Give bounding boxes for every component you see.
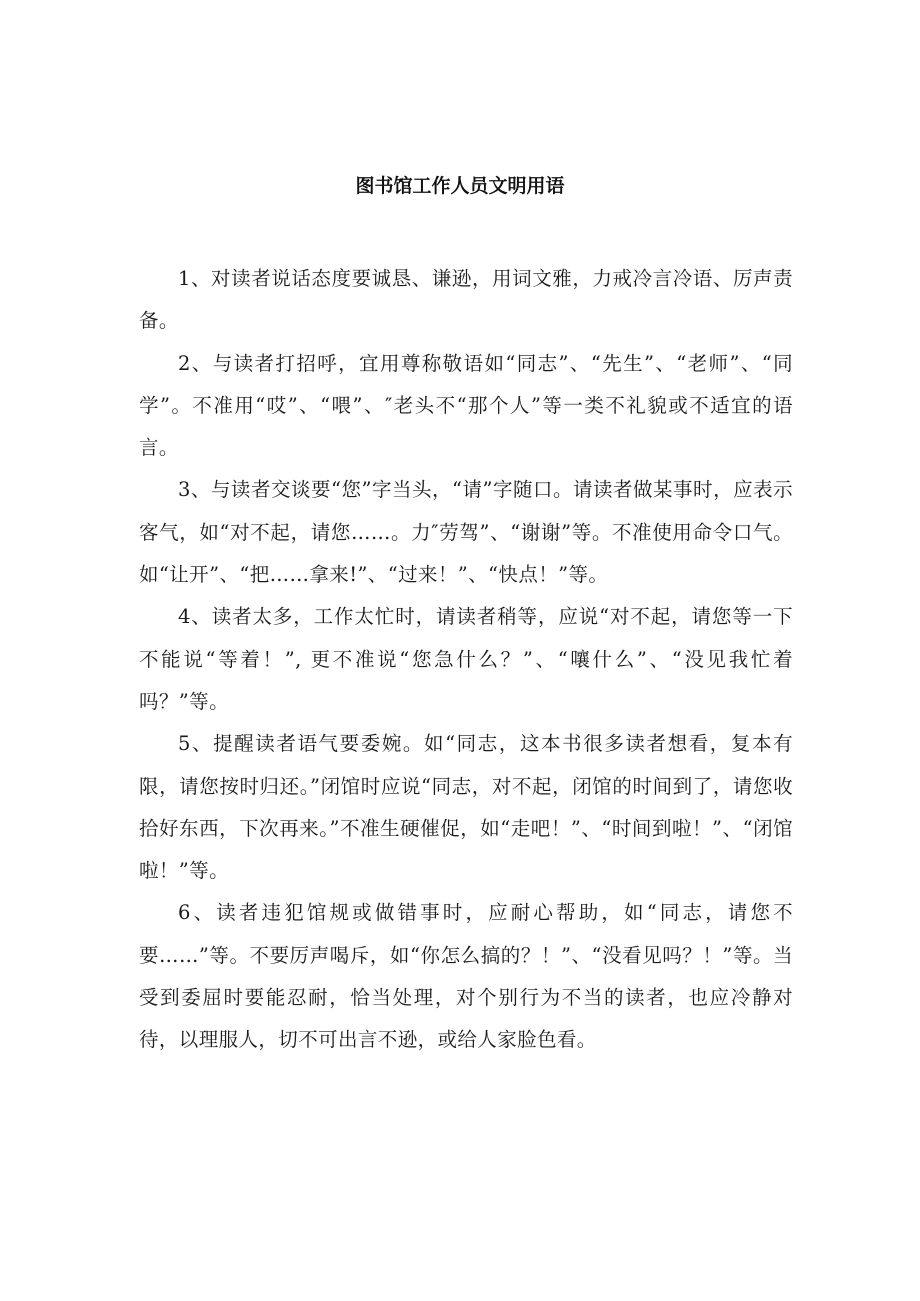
- page-title: 图书馆工作人员文明用语: [355, 175, 565, 197]
- paragraph-4: 4、读者太多，工作太忙时，请读者稍等，应说“对不起，请您等一下不能说“等着！”, 更不准说“您急什么？”、“嚷什么”、“没见我忙着吗？”等。: [139, 605, 793, 713]
- paragraph-2: 2、与读者打招呼，宜用尊称敬语如“同志”、“先生”、“老师”、“同学”。不准用“哎”、“喂”、″老头不“那个人”等一类不礼貌或不适宜的语言。: [139, 351, 793, 460]
- paragraph-1: 1、对读者说话态度要诚恳、谦逊，用词文雅，力戒冷言冷语、厉声责备。: [139, 267, 793, 333]
- paragraph-5: 5、提醒读者语气要委婉。如“同志，这本书很多读者想看，复本有限，请您按时归还。”闭馆时应说“同志，对不起，闭馆的时间到了，请您收拾好东西，下次再来。”不准生硬催促，如“走吧！”、“时间到啦！”、“闭馆啦！”等。: [139, 732, 793, 883]
- paragraph-3: 3、与读者交谈要“您”字当头，“请”字随口。请读者做某事时，应表示客气，如“对不起，请您……。力″劳驾”、“谢谢”等。不准使用命令口气。如“让开”、“把……拿来!”、“过来！”、“快点！”等。: [139, 478, 793, 587]
- document-body: [139, 258, 793, 1062]
- paragraph-6: 6、读者违犯馆规或做错事时，应耐心帮助，如“同志，请您不要……”等。不要厉声喝斥，如“你怎么搞的？！”、“没看见吗？！”等。当受到委屈时要能忍耐，恰当处理，对个别行为不当的读者，也应冷静对待，以理服人，切不可出言不逊，或给人家脸色看。: [139, 901, 793, 1052]
